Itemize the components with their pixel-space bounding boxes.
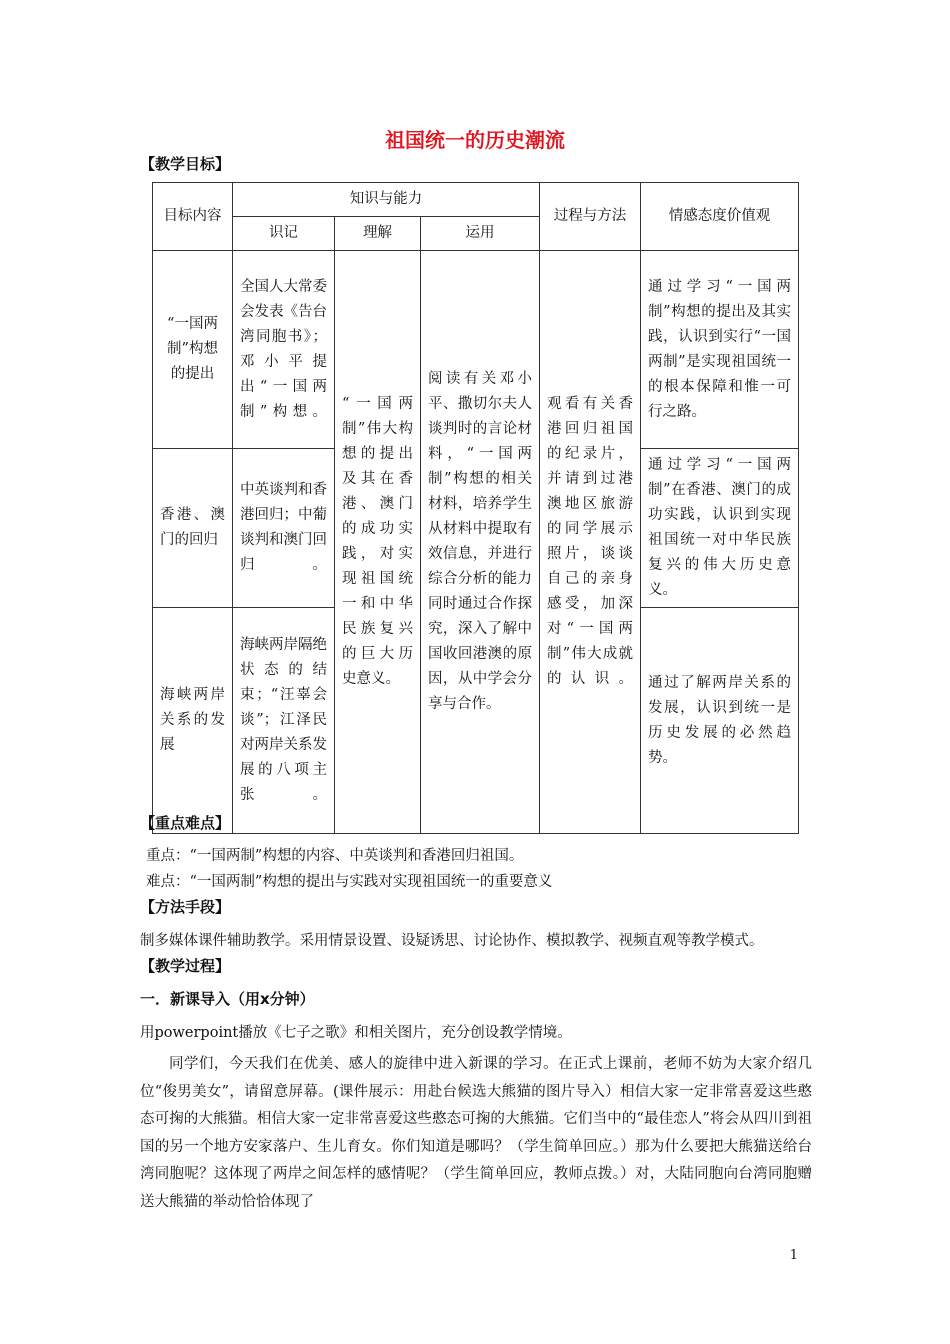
section-heading-key-points: 【重点难点】 (140, 814, 231, 832)
header-knowledge: 知识与能力 (233, 183, 540, 217)
table-row-goal: 海峡两岸关系的发展 (153, 608, 233, 834)
table-row-goal: 香港、澳门的回归 (153, 449, 233, 608)
step1-intro-line: 用powerpoint播放《七子之歌》和相关图片，充分创设教学情境。 (140, 1025, 572, 1041)
section-heading-process: 【教学过程】 (140, 957, 231, 975)
table-row-emotion: 通过学习“一国两制”构想的提出及其实践，认识到实行“一国两制”是实现祖国统一的根本保障和惟一可行之路。 (641, 251, 799, 449)
table-row-emotion: 通过学习“一国两制”在香港、澳门的成功实践，认识到实现祖国统一对中华民族复兴的伟大历史意义。 (641, 449, 799, 608)
understand-cell: “一国两制”伟大构想的提出及其在香港、澳门的成功实践，对实现祖国统一和中华民族复兴的巨大历史意义。 (335, 251, 421, 834)
table-row-recall: 海峡两岸隔绝状态的结束；“汪辜会谈”；江泽民对两岸关系发展的八项主张。 (233, 608, 335, 834)
table-row-recall: 中英谈判和香港回归；中葡谈判和澳门回归。 (233, 449, 335, 608)
table-row-recall: 全国人大常委会发表《告台湾同胞书》；邓小平提出“一国两制”构想。 (233, 251, 335, 449)
section-heading-methods: 【方法手段】 (140, 898, 231, 916)
step1-paragraph: 同学们，今天我们在优美、感人的旋律中进入新课的学习。在正式上课前，老师不妨为大家介绍几位“俊男美女”，请留意屏幕。(课件展示：用赴台候选大熊猫的图片导入）相信大家一定非常喜爱这些憨态可掬的大熊猫。相信大家一定非常喜爱这些憨态可掬的大熊猫。它们当中的“最佳恋人”将会从四川到祖国的另一个地方安家落户、生儿育女。你们知道是哪吗？（学生简单回应。）那为什么要把大熊猫送给台湾同胞呢？这体现了两岸之间怎样的感情呢？（学生简单回应，教师点拨。）对，大陆同胞向台湾同胞赠送大熊猫的举动恰恰体现了 (140, 1056, 812, 1210)
header-apply: 运用 (421, 217, 540, 251)
header-emotion: 情感态度价值观 (641, 183, 799, 251)
page-number: 1 (789, 1248, 798, 1263)
section-heading-objectives: 【教学目标】 (140, 155, 231, 173)
key-point-text: 重点：“一国两制”构想的内容、中英谈判和香港回归祖国。 (146, 848, 524, 864)
page-title: 祖国统一的历史潮流 (385, 128, 565, 152)
difficult-point-text: 难点：“一国两制”构想的提出与实践对实现祖国统一的重要意义 (146, 874, 553, 890)
methods-text: 制多媒体课件辅助教学。采用情景设置、设疑诱思、讨论协作、模拟教学、视频直观等教学模式。 (140, 933, 764, 949)
objectives-table (152, 182, 799, 834)
header-goal: 目标内容 (153, 183, 233, 251)
process-method-cell: 观看有关香港回归祖国的纪录片，并请到过港澳地区旅游的同学展示照片，谈谈自己的亲身感受，加深对“一国两制”伟大成就的认识。 (540, 251, 641, 834)
apply-cell: 阅读有关邓小平、撒切尔夫人谈判时的言论材料，“一国两制”构想的相关材料，培养学生从材料中提取有效信息，并进行综合分析的能力同时通过合作探究，深入了解中国收回港澳的原因，从中学会分享与合作。 (421, 251, 540, 834)
table-row-emotion: 通过了解两岸关系的发展，认识到统一是历史发展的必然趋势。 (641, 608, 799, 834)
header-recall: 识记 (233, 217, 335, 251)
step1-heading: 一．新课导入（用x分钟） (140, 990, 315, 1008)
table-row-goal: “一国两制”构想的提出 (153, 251, 233, 449)
header-understand: 理解 (335, 217, 421, 251)
header-process: 过程与方法 (540, 183, 641, 251)
